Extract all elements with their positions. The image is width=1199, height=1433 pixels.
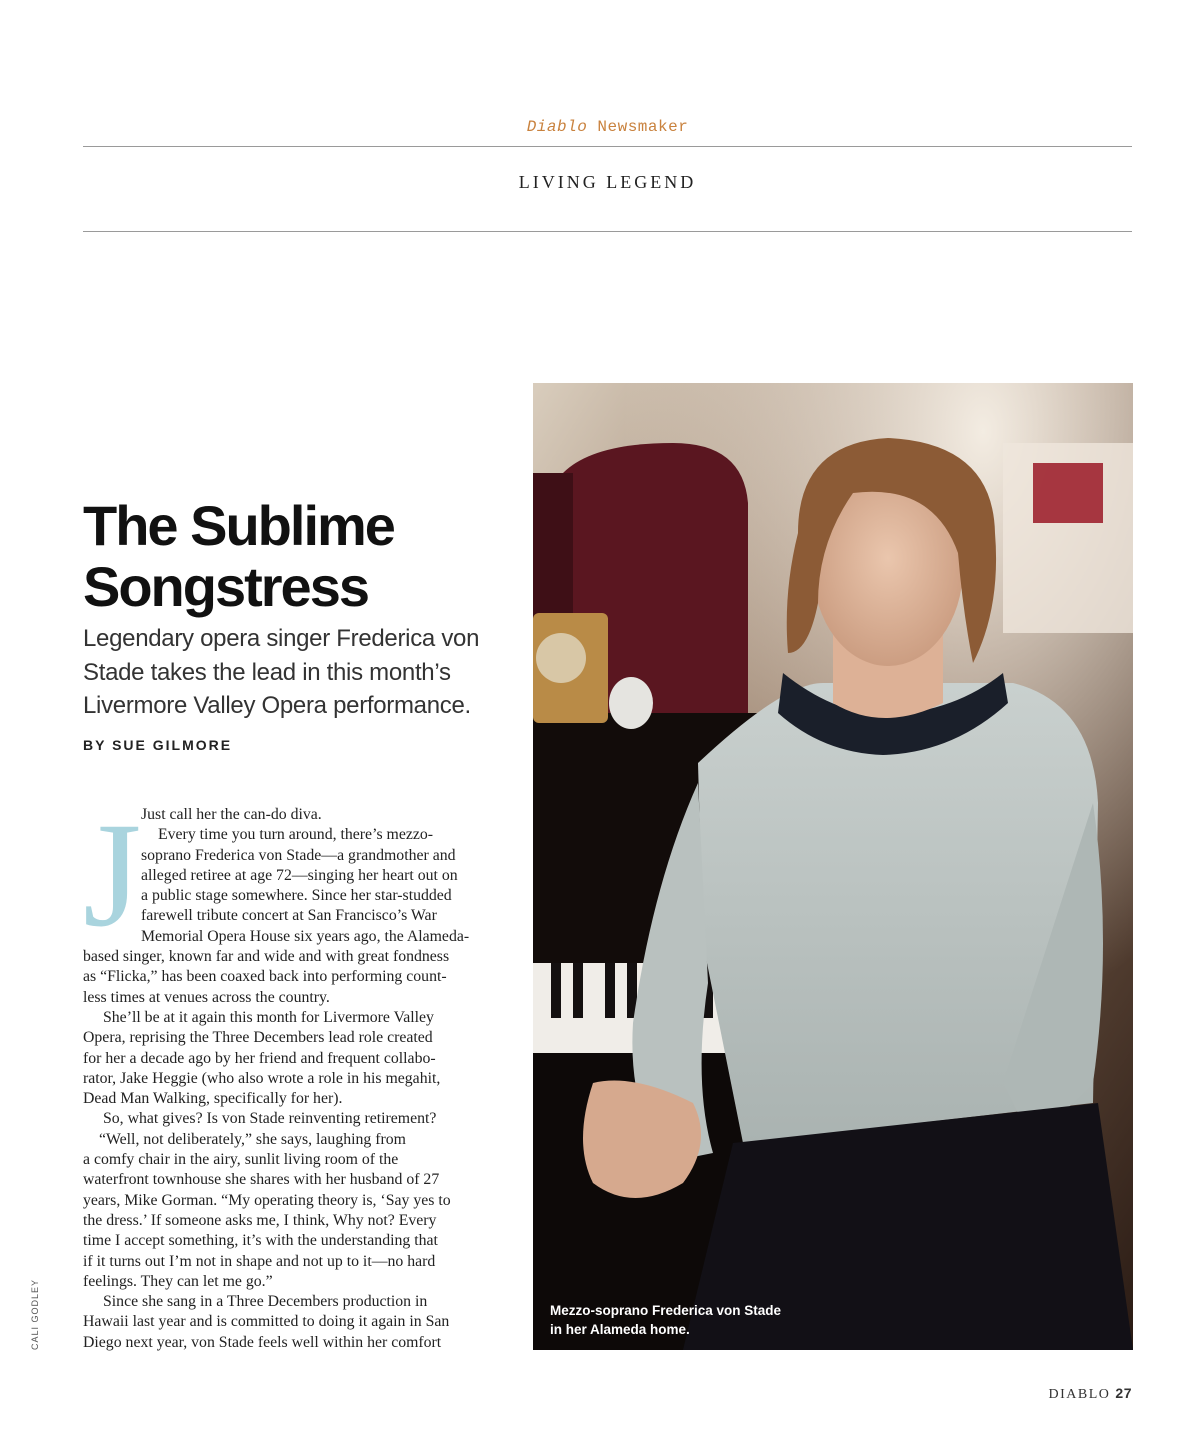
drop-cap: J [83,792,142,958]
body-line: Diego next year, von Stade feels well within her comfort [83,1333,442,1351]
body-line: the dress.’ If someone asks me, I think, Why not? Every [83,1211,437,1229]
body-line: soprano Frederica von Stade—a grandmother and [141,846,456,864]
magazine-name: DIABLO [1048,1387,1111,1402]
portrait-illustration [533,383,1133,1350]
page-number: 27 [1115,1385,1132,1401]
body-line: Since she sang in a Three Decembers production in [103,1293,428,1311]
body-line: as “Flicka,” has been coaxed back into performing count- [83,968,447,986]
body-line: alleged retiree at age 72—singing her heart out on [141,866,458,884]
headline [83,495,523,617]
kicker-italic: Diablo [526,118,588,136]
section-kicker [0,118,1199,136]
body-line: Every time you turn around, there’s mezzo- [158,826,434,844]
body-line: rator, Jake Heggie (who also wrote a role in his megahit, [83,1069,441,1087]
article-body [83,805,503,1353]
body-line: feelings. They can let me go.” [83,1272,273,1290]
body-line: Just call her the can-do diva. [141,806,322,823]
photo-caption [550,1302,810,1339]
body-line: based singer, known far and wide and with great fondness [83,948,450,966]
caption-line-2: in her Alameda home. [550,1321,690,1337]
dek-line-1: Legendary opera singer Frederica von [83,625,480,652]
body-line: So, what gives? Is von Stade reinventing retirement? [103,1110,437,1128]
body-line: farewell tribute concert at San Francisco’s War [141,907,437,925]
body-line: if it turns out I’m not in shape and not up to it—no hard [83,1252,436,1270]
body-line: years, Mike Gorman. “My operating theory is, ‘Say yes to [83,1191,451,1209]
page-folio [1049,1385,1132,1403]
body-line: Memorial Opera House six years ago, the Alameda- [141,927,470,945]
body-line: for her a decade ago by her friend and frequent collabo- [83,1049,436,1067]
section-rule [83,231,1132,232]
dek [83,622,523,723]
dek-line-2: Stade takes the lead in this month’s [83,658,451,686]
body-line: Opera, reprising the Three Decembers lead role created [83,1029,433,1047]
body-line: a comfy chair in the airy, sunlit living room of the [83,1151,399,1169]
portrait-photo [533,383,1133,1350]
body-line: Hawaii last year and is committed to doing it again in San [83,1313,450,1331]
byline: BY SUE GILMORE [83,737,233,753]
body-line: She’ll be at it again this month for Livermore Valley [103,1008,434,1026]
headline-line-2: Songstress [83,555,368,618]
body-line: a public stage somewhere. Since her star-studded [141,887,452,905]
body-line: “Well, not deliberately,” she says, laughing from [99,1130,406,1148]
kicker-rest: Newsmaker [587,118,689,136]
body-line: Dead Man Walking, specifically for her). [83,1090,343,1108]
dek-line-3: Livermore Valley Opera performance. [83,692,471,719]
photo-credit: CALI GODLEY [30,1278,40,1350]
body-line: less times at venues across the country. [83,988,330,1006]
body-line: waterfront townhouse she shares with her husband of 27 [83,1171,440,1189]
top-rule [83,146,1132,147]
section-title: LIVING LEGEND [518,172,697,192]
headline-line-1: The Sublime [83,494,394,557]
body-line: time I accept something, it’s with the understanding that [83,1232,438,1250]
caption-line-1: Mezzo-soprano Frederica von Stade [550,1303,782,1318]
